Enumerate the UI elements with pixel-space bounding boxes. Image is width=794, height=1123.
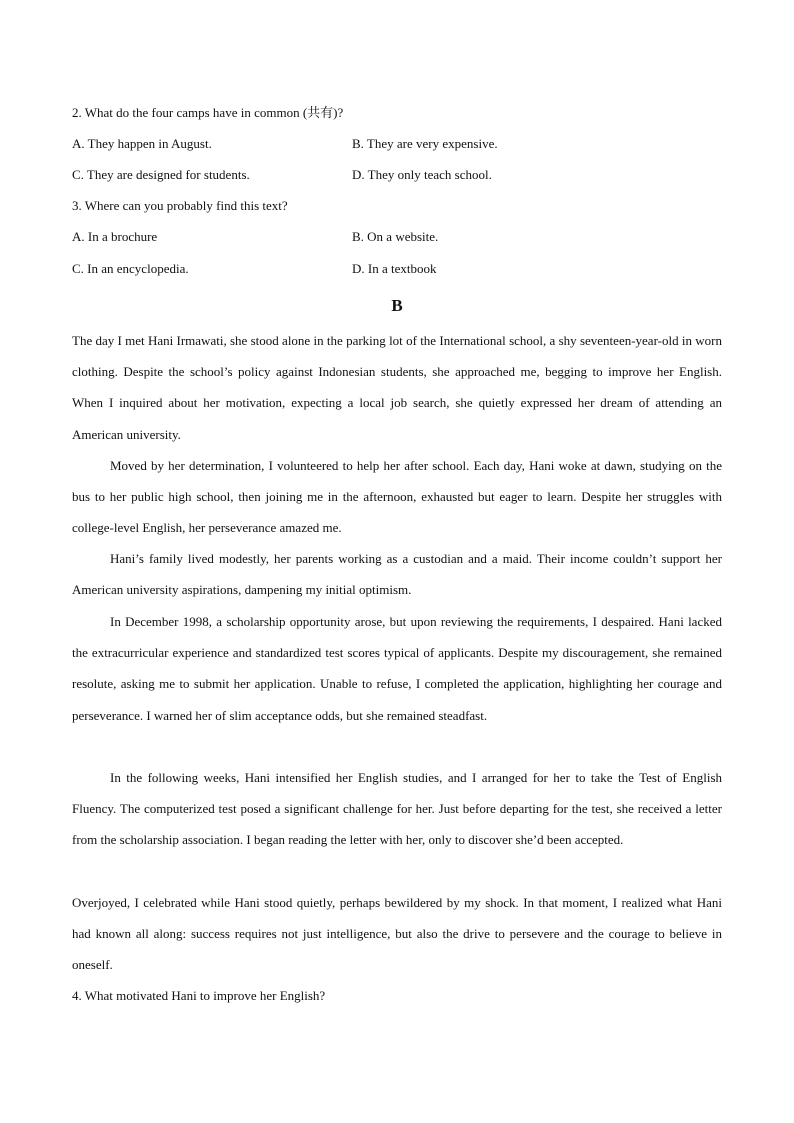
passage-paragraph-6: Overjoyed, I celebrated while Hani stood quietly, perhaps bewildered by my shock. In that moment, I realized what Hani had known all along: success requires not just intelligence, but also the drive to persevere and the courage to believe in oneself. xyxy=(72,895,722,973)
question-2-option-b: B. They are very expensive. xyxy=(352,136,498,151)
passage-paragraph-3: Hani’s family lived modestly, her parents working as a custodian and a maid. Their income couldn’t support her American university aspirations, dampening my initial optimism. xyxy=(72,551,722,598)
passage-paragraph-2: Moved by her determination, I volunteered to help her after school. Each day, Hani woke at dawn, studying on the bus to her public high school, then joining me in the afternoon, exhausted but eager to learn. Despite her struggles with college-level English, her perseverance amazed me. xyxy=(72,458,722,536)
question-4-stem: 4. What motivated Hani to improve her English? xyxy=(72,988,326,1003)
question-3-option-a: A. In a brochure xyxy=(72,229,158,244)
question-3-option-d: D. In a textbook xyxy=(352,261,437,276)
passage-paragraph-5: In the following weeks, Hani intensified her English studies, and I arranged for her to take the Test of English Fluency. The computerized test posed a significant challenge for her. Just before departing for the test, she received a letter from the scholarship association. I began reading the letter with her, only to discover she’d been accepted. xyxy=(72,770,722,848)
question-2-option-a: A. They happen in August. xyxy=(72,136,212,151)
question-3-stem: 3. Where can you probably find this text? xyxy=(72,198,288,213)
question-3-option-c: C. In an encyclopedia. xyxy=(72,261,189,276)
question-3-option-b: B. On a website. xyxy=(352,229,439,244)
section-heading: B xyxy=(391,296,403,315)
question-2-option-d: D. They only teach school. xyxy=(352,167,492,182)
question-2-stem: 2. What do the four camps have in common (共有)? xyxy=(72,105,344,120)
passage-paragraph-4: In December 1998, a scholarship opportunity arose, but upon reviewing the requirements, I despaired. Hani lacked the extracurricular experience and standardized test scores typical of applicants. Despite my discouragement, she remained resolute, asking me to submit her application. Unable to refuse, I completed the application, highlighting her courage and perseverance. I warned her of slim acceptance odds, but she remained steadfast. xyxy=(72,614,722,723)
passage-paragraph-1: The day I met Hani Irmawati, she stood alone in the parking lot of the International school, a shy seventeen-year-old in worn clothing. Despite the school’s policy against Indonesian students, she approached me, begging to improve her English. When I inquired about her motivation, expecting a local job search, she quietly expressed her dream of attending an American university. xyxy=(72,333,722,442)
question-2-option-c: C. They are designed for students. xyxy=(72,167,250,182)
